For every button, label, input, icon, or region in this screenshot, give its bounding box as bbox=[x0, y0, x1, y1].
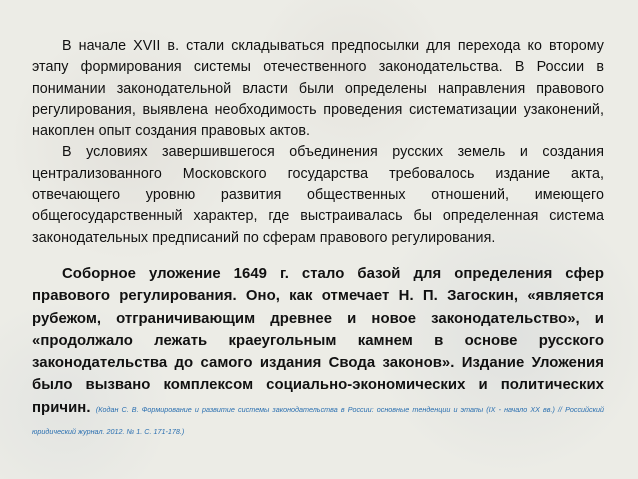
quote-paragraph bbox=[32, 263, 604, 441]
citation: (Кодан С. В. Формирование и развитие системы законодательства в России: основные тенденции и этапы (IX - начало XX вв.) // Российский юридический журнал. 2012. № 1. С. 171-178.) bbox=[32, 404, 605, 437]
paragraph-2: В условиях завершившегося объединения русских земель и создания централизованного Московского государства требовалось издание акта, отвечающего уровню развития общественных отношений, имеющего общегосударственный характер, где выстраивалась бы определенная система законодательных предписаний по сферам правового регулирования. bbox=[32, 144, 604, 246]
paragraph-1: В начале XVII в. стали складываться предпосылки для перехода ко второму этапу формирования системы отечественного законодательства. В России в понимании законодательной власти были определены направления правового регулирования, выявлена необходимость проведения систематизации узаконений, накоплен опыт создания правовых актов. bbox=[32, 38, 604, 140]
quote-text: Соборное уложение 1649 г. стало базой для определения сфер правового регулирования. Оно, как отмечает Н. П. Загоскин, «является рубежом, отграничивающим древнее и новое законодательство», и «продолжало лежать краеугольным камнем в основе русского законодательства до самого издания Свода законов». Издание Уложения было вызвано комплексом социально-экономических и политических причин. bbox=[32, 265, 604, 416]
slide-content bbox=[32, 36, 604, 441]
